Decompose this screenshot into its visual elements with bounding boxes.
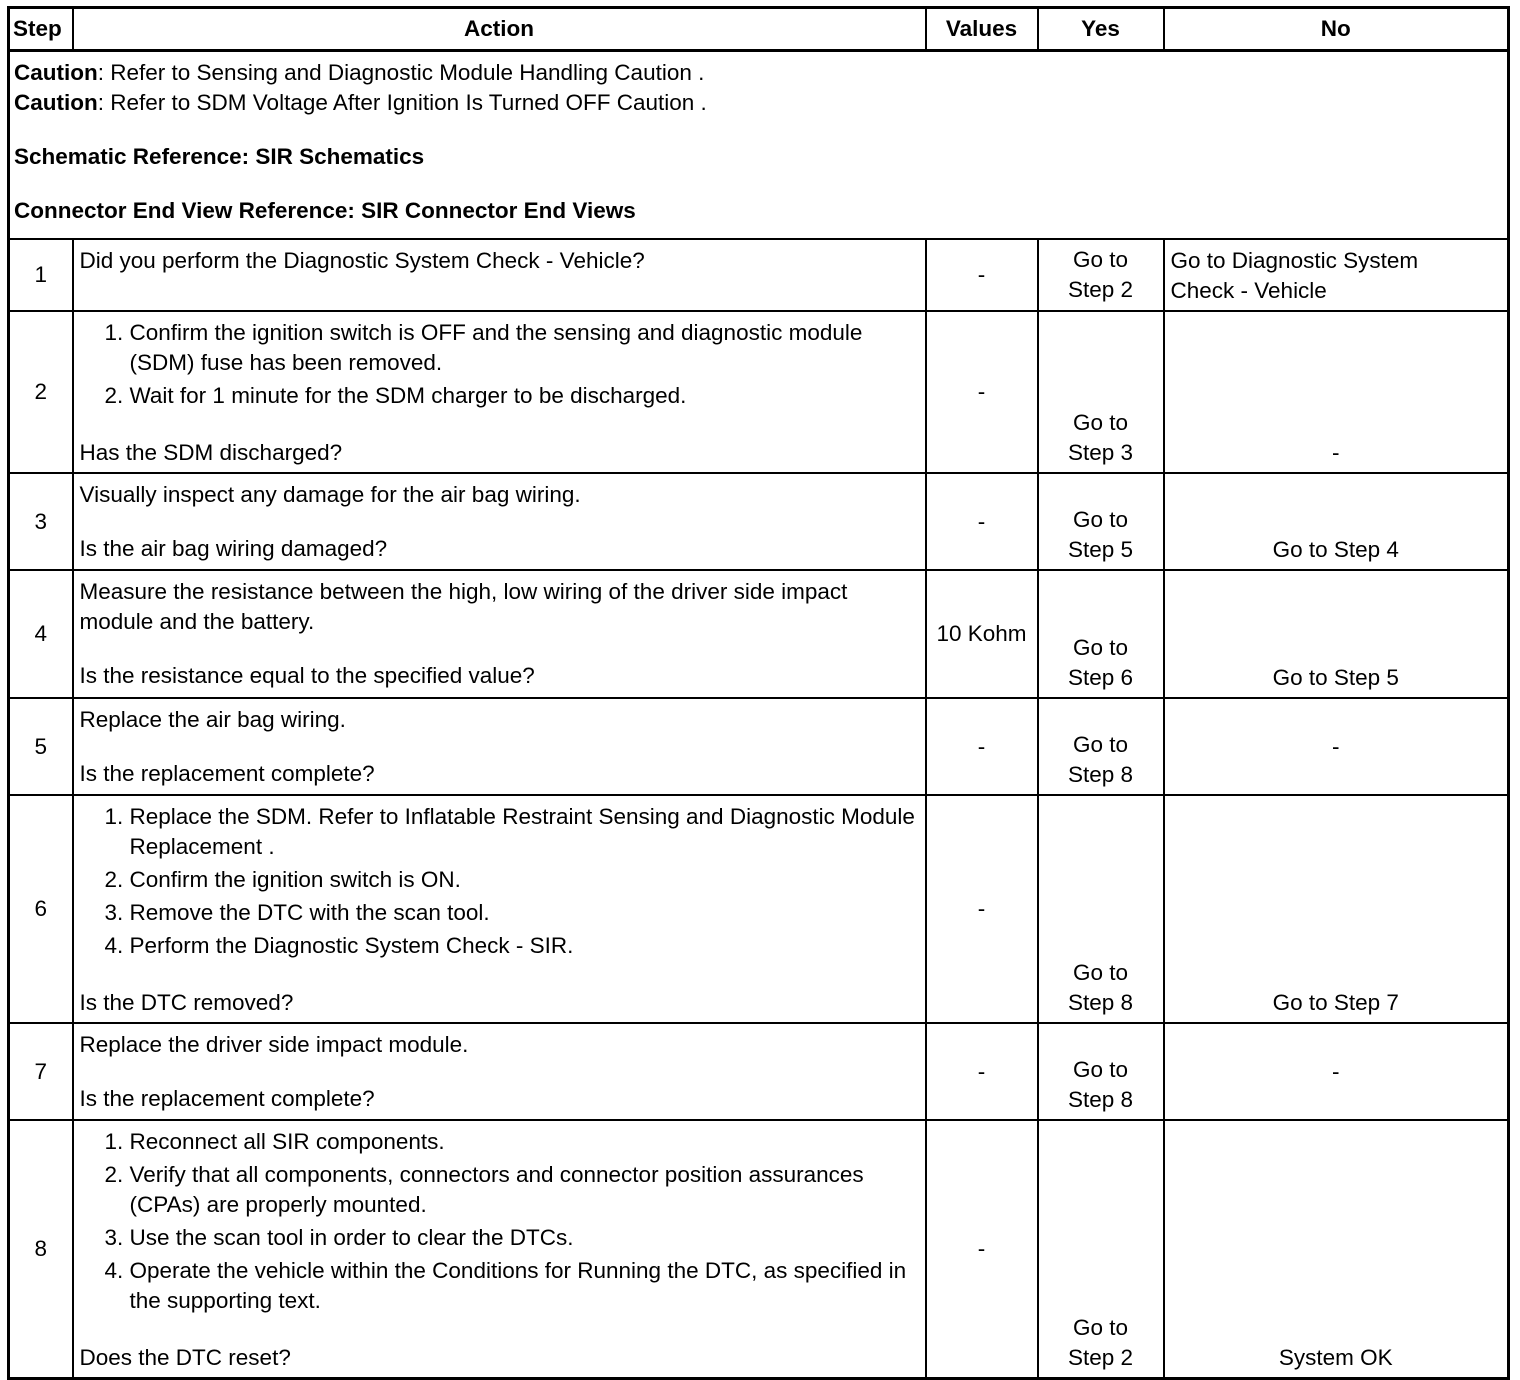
step-action <box>73 473 926 570</box>
yes-result: Go to Step 8 <box>1038 698 1164 795</box>
header-no: No <box>1164 8 1509 51</box>
step-action <box>73 570 926 698</box>
header-step: Step <box>9 8 73 51</box>
no-result: - <box>1164 1023 1509 1120</box>
step-action <box>73 698 926 795</box>
no-result: Go to Diagnostic System Check - Vehicle <box>1164 239 1509 311</box>
step-value: - <box>926 1120 1038 1379</box>
table-row <box>9 1023 1509 1120</box>
caution-1 <box>14 58 1503 88</box>
action-instruction: Replace the air bag wiring. <box>79 707 346 732</box>
step-action <box>73 1120 926 1379</box>
step-number: 1 <box>9 239 73 311</box>
step-value: - <box>926 239 1038 311</box>
action-step-item: 3. Remove the DTC with the scan tool. <box>130 898 919 928</box>
action-instruction: Did you perform the Diagnostic System Check - Vehicle? <box>79 248 645 273</box>
action-step-item: 3. Use the scan tool in order to clear the DTCs. <box>130 1223 919 1253</box>
table-row <box>9 473 1509 570</box>
header-action: Action <box>73 8 926 51</box>
action-question: Is the replacement complete? <box>79 1086 375 1111</box>
yes-result: Go to Step 8 <box>1038 795 1164 1023</box>
action-step-item: 2. Verify that all components, connectors and connector position assurances (CPAs) are properly mounted. <box>130 1160 919 1220</box>
action-instruction: Visually inspect any damage for the air bag wiring. <box>79 482 581 507</box>
caution-text: : Refer to SDM Voltage After Ignition Is Turned OFF Caution . <box>97 90 707 115</box>
yes-result: Go to Step 3 <box>1038 311 1164 473</box>
no-result: - <box>1164 698 1509 795</box>
action-steps-list <box>80 802 919 961</box>
action-step-item: 4. Perform the Diagnostic System Check - SIR. <box>130 931 919 961</box>
action-step-item: 1. Replace the SDM. Refer to Inflatable Restraint Sensing and Diagnostic Module Replacement . <box>130 802 919 862</box>
yes-result: Go to Step 6 <box>1038 570 1164 698</box>
connector-reference: Connector End View Reference: SIR Connector End Views <box>14 198 636 223</box>
step-value: - <box>926 698 1038 795</box>
table-row <box>9 311 1509 473</box>
action-question: Is the replacement complete? <box>79 761 375 786</box>
action-question: Is the air bag wiring damaged? <box>79 536 388 561</box>
step-value: - <box>926 473 1038 570</box>
caution-2 <box>14 88 1503 118</box>
table-row <box>9 698 1509 795</box>
step-value: - <box>926 795 1038 1023</box>
table-row <box>9 239 1509 311</box>
schematic-reference: Schematic Reference: SIR Schematics <box>14 144 425 169</box>
yes-result: Go to Step 5 <box>1038 473 1164 570</box>
step-action <box>73 795 926 1023</box>
step-number: 7 <box>9 1023 73 1120</box>
yes-result: Go to Step 8 <box>1038 1023 1164 1120</box>
action-steps-list <box>80 1127 919 1316</box>
yes-result: Go to Step 2 <box>1038 1120 1164 1379</box>
table-row <box>9 1120 1509 1379</box>
action-instruction: Replace the driver side impact module. <box>79 1032 469 1057</box>
notes-row <box>9 51 1509 240</box>
action-question: Does the DTC reset? <box>79 1345 291 1370</box>
step-number: 2 <box>9 311 73 473</box>
yes-result: Go to Step 2 <box>1038 239 1164 311</box>
action-instruction: Measure the resistance between the high, low wiring of the driver side impact module and the battery. <box>79 579 848 634</box>
step-number: 3 <box>9 473 73 570</box>
action-step-item: 1. Confirm the ignition switch is OFF and the sensing and diagnostic module (SDM) fuse has been removed. <box>130 318 919 378</box>
step-number: 4 <box>9 570 73 698</box>
notes-cell <box>9 51 1509 240</box>
caution-label: Caution <box>14 90 98 115</box>
action-step-item: 2. Confirm the ignition switch is ON. <box>130 865 919 895</box>
step-action <box>73 311 926 473</box>
action-question: Has the SDM discharged? <box>79 440 343 465</box>
step-value: - <box>926 1023 1038 1120</box>
no-result: Go to Step 7 <box>1164 795 1509 1023</box>
header-yes: Yes <box>1038 8 1164 51</box>
step-action <box>73 239 926 311</box>
action-step-item: 1. Reconnect all SIR components. <box>130 1127 919 1157</box>
action-step-item: 4. Operate the vehicle within the Conditions for Running the DTC, as specified in the supporting text. <box>130 1256 919 1316</box>
header-row <box>9 8 1509 51</box>
step-action <box>73 1023 926 1120</box>
step-number: 6 <box>9 795 73 1023</box>
no-result: Go to Step 4 <box>1164 473 1509 570</box>
diagnostic-table <box>7 6 1510 1380</box>
action-step-item: 2. Wait for 1 minute for the SDM charger to be discharged. <box>130 381 919 411</box>
no-result: System OK <box>1164 1120 1509 1379</box>
step-value: - <box>926 311 1038 473</box>
action-question: Is the DTC removed? <box>79 990 294 1015</box>
table-row <box>9 570 1509 698</box>
table-row <box>9 795 1509 1023</box>
step-number: 8 <box>9 1120 73 1379</box>
action-steps-list <box>80 318 919 411</box>
step-value: 10 Kohm <box>926 570 1038 698</box>
action-question: Is the resistance equal to the specified value? <box>79 663 535 688</box>
caution-label: Caution <box>14 60 98 85</box>
no-result: Go to Step 5 <box>1164 570 1509 698</box>
step-number: 5 <box>9 698 73 795</box>
caution-text: : Refer to Sensing and Diagnostic Module Handling Caution . <box>97 60 705 85</box>
no-result: - <box>1164 311 1509 473</box>
header-values: Values <box>926 8 1038 51</box>
